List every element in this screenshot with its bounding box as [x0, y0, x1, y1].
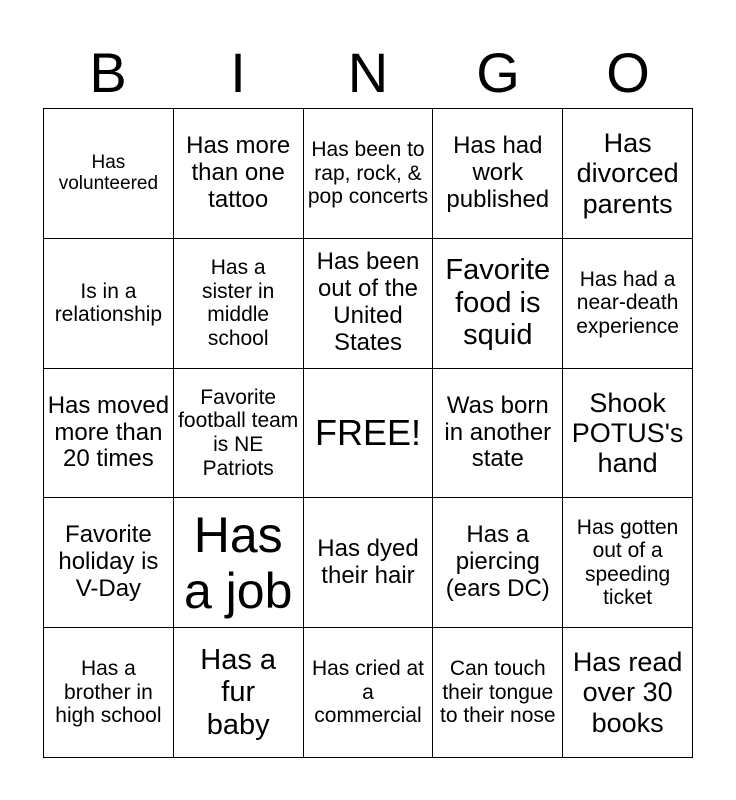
cell-text: Has a sister in middle school — [202, 256, 275, 350]
bingo-cell[interactable] — [174, 628, 304, 758]
cell-text: Has volunteered — [58, 152, 159, 195]
cell-text: Has moved more than 20 times — [47, 391, 170, 473]
bingo-cell[interactable] — [433, 109, 563, 239]
bingo-cell[interactable] — [44, 369, 174, 499]
cell-text: Has read over 30 books — [572, 647, 683, 738]
bingo-cell[interactable] — [304, 498, 434, 628]
bingo-cell[interactable] — [433, 239, 563, 369]
cell-text: Can touch their tongue to their nose — [439, 657, 556, 728]
free-cell[interactable] — [304, 369, 434, 499]
cell-text: Has been out of the United States — [316, 248, 420, 357]
header-letter-n: N — [347, 41, 389, 104]
cell-text: Shook POTUS's hand — [571, 387, 684, 479]
cell-text: Has had a near-death experience — [576, 267, 679, 338]
bingo-cell[interactable] — [304, 239, 434, 369]
bingo-cell[interactable] — [174, 239, 304, 369]
bingo-cell[interactable] — [563, 239, 693, 369]
bingo-cell[interactable] — [44, 109, 174, 239]
cell-text: Is in a relationship — [54, 279, 163, 327]
cell-text: Has a job — [183, 506, 293, 619]
bingo-header — [43, 38, 693, 108]
bingo-cell[interactable] — [304, 109, 434, 239]
cell-text: Has cried at a commercial — [311, 657, 424, 728]
cell-text: Was born in another state — [444, 391, 552, 473]
cell-text: Has gotten out of a speeding ticket — [576, 515, 679, 610]
bingo-cell[interactable] — [174, 498, 304, 628]
cell-text: Has more than one tattoo — [186, 132, 291, 213]
bingo-cell[interactable] — [433, 369, 563, 499]
bingo-cell[interactable] — [174, 369, 304, 499]
header-letter-o: O — [606, 41, 650, 104]
cell-text: Has divorced parents — [576, 128, 679, 219]
bingo-cell[interactable] — [563, 109, 693, 239]
cell-text: Has a piercing (ears DC) — [445, 521, 550, 603]
cell-text: Favorite food is squid — [445, 254, 551, 352]
bingo-cell[interactable] — [563, 369, 693, 499]
bingo-cell[interactable] — [433, 498, 563, 628]
cell-text: Has dyed their hair — [317, 534, 419, 589]
bingo-grid — [43, 108, 693, 758]
bingo-cell[interactable] — [174, 109, 304, 239]
bingo-cell[interactable] — [44, 239, 174, 369]
bingo-cell[interactable] — [44, 498, 174, 628]
cell-text: Has been to rap, rock, & pop concerts — [307, 138, 429, 209]
cell-text: Has a brother in high school — [55, 657, 162, 728]
cell-text: Has a fur baby — [200, 643, 277, 741]
header-letter-g: G — [476, 41, 520, 104]
cell-text: Has had work published — [446, 132, 550, 213]
bingo-cell[interactable] — [304, 628, 434, 758]
bingo-cell[interactable] — [563, 498, 693, 628]
free-text: FREE! — [314, 411, 421, 453]
cell-text: Favorite holiday is V-Day — [58, 521, 159, 603]
bingo-cell[interactable] — [44, 628, 174, 758]
header-letter-b: B — [89, 41, 127, 104]
bingo-cell[interactable] — [433, 628, 563, 758]
header-letter-i: I — [230, 41, 246, 104]
cell-text: Favorite football team is NE Patriots — [178, 385, 299, 480]
bingo-cell[interactable] — [563, 628, 693, 758]
